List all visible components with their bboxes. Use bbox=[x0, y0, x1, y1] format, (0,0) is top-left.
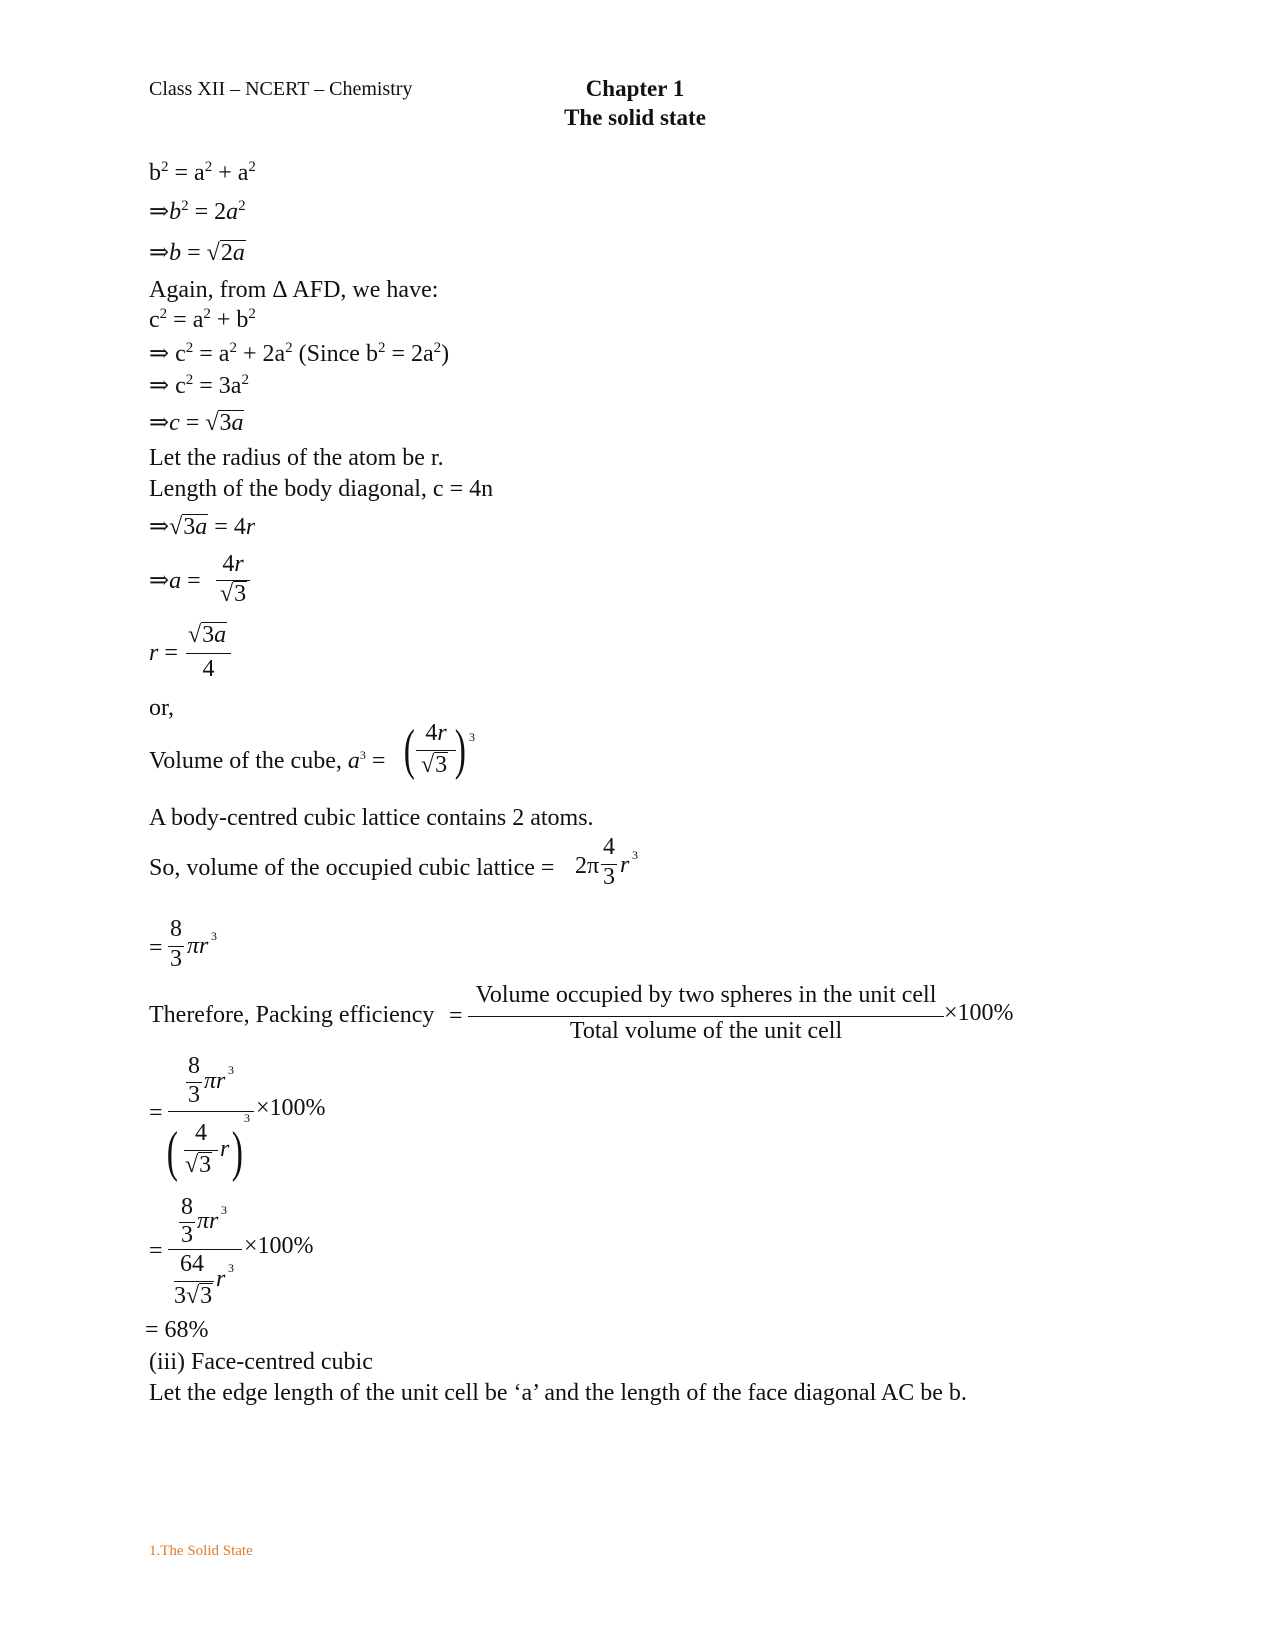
times-100-percent: ×100% bbox=[256, 1095, 326, 1121]
footer: 1.The Solid State bbox=[149, 1543, 253, 1559]
main-frac-line bbox=[168, 1249, 242, 1250]
volume-label: Volume of the cube, bbox=[149, 748, 342, 774]
frac-line bbox=[186, 653, 231, 654]
text-or: or, bbox=[149, 695, 175, 721]
eq-b-squared-2a: $\Rightarrow b^2 = 2a^2$ bbox=[149, 198, 246, 225]
frac-denominator-root3: √3 bbox=[185, 1152, 212, 1178]
text-packing-label: Therefore, Packing efficiency bbox=[149, 1002, 435, 1028]
frac-denominator-root3: √3 bbox=[421, 752, 448, 778]
text-body-diagonal: Length of the body diagonal, c = 4n bbox=[149, 476, 494, 502]
paren-left: ( bbox=[166, 1121, 178, 1183]
frac-line bbox=[184, 1150, 218, 1151]
text-fcc-description: Let the edge length of the unit cell be ‘a’ and the length of the face diagonal AC be b. bbox=[149, 1380, 967, 1406]
pe-numerator: Volume occupied by two spheres in the unit cell bbox=[475, 982, 937, 1008]
exponent-3: 3 bbox=[632, 848, 638, 862]
frac-denominator-3: 3 bbox=[188, 1082, 200, 1108]
main-frac-line bbox=[168, 1111, 254, 1112]
eq-r-equals: r = bbox=[149, 640, 178, 666]
frac-line bbox=[174, 1281, 214, 1282]
frac-numerator-4r: 4r bbox=[425, 720, 447, 746]
frac-line bbox=[416, 750, 456, 751]
frac-numerator-4: 4 bbox=[603, 834, 615, 860]
frac-denominator-3root3: 3√3 bbox=[174, 1283, 213, 1309]
var-r: r bbox=[620, 852, 630, 878]
eq-c-root3a: ⇒c = √3a bbox=[149, 410, 244, 436]
frac-denominator-3: 3 bbox=[170, 946, 182, 972]
frac-denominator-3: 3 bbox=[603, 864, 615, 890]
eq-b-root2a: ⇒b = √2a bbox=[149, 240, 245, 266]
text-again: Again, from Δ AFD, we have: bbox=[149, 277, 439, 303]
chapter-title: Chapter 1 bbox=[585, 76, 685, 101]
frac-denominator-3: 3 bbox=[181, 1222, 193, 1248]
text-bcc: A body-centred cubic lattice contains 2 atoms. bbox=[149, 805, 594, 831]
paren-left: ( bbox=[403, 719, 415, 781]
exponent-3: 3 bbox=[211, 929, 217, 943]
text-result: = 68% bbox=[145, 1317, 209, 1343]
exponent-3: 3 bbox=[221, 1203, 227, 1217]
eq-equals: = bbox=[149, 1238, 163, 1264]
exponent-3: 3 bbox=[244, 1111, 250, 1125]
pe-frac-line bbox=[468, 1016, 944, 1017]
frac-numerator-8: 8 bbox=[181, 1194, 193, 1220]
eq-c-squared-sub: ⇒ $c^2 = a^2 + 2a^2$ (Since $b^2 = 2a^2$) bbox=[149, 340, 450, 367]
frac-numerator-root3a: √3a bbox=[188, 622, 227, 648]
chapter-subtitle: The solid state bbox=[564, 105, 706, 130]
text-fcc-heading: (iii) Face-centred cubic bbox=[149, 1349, 373, 1375]
frac-numerator-8: 8 bbox=[170, 916, 182, 942]
pi-r: πr bbox=[187, 933, 209, 959]
chapter-heading bbox=[555, 74, 715, 132]
text-occupied-label: So, volume of the occupied cubic lattice = bbox=[149, 855, 555, 881]
frac-numerator-4: 4 bbox=[195, 1120, 207, 1146]
eq-2pi: 2π bbox=[575, 853, 600, 879]
frac-numerator-4r: 4r bbox=[222, 551, 244, 577]
eq-equals: = bbox=[149, 1100, 163, 1126]
pi-r: πr bbox=[204, 1068, 226, 1094]
eq-c-squared-3a: ⇒ $c^2 = 3a^2$ bbox=[149, 372, 249, 399]
pe-denominator: Total volume of the unit cell bbox=[569, 1018, 843, 1044]
header-left: Class XII – NCERT – Chemistry bbox=[149, 78, 413, 100]
eq-b-squared: $b^2 = a^2 + a^2$ bbox=[149, 159, 256, 186]
exponent-3: 3 bbox=[228, 1063, 234, 1077]
pi-r: πr bbox=[197, 1208, 219, 1234]
eq-equals: = bbox=[449, 1003, 463, 1029]
eq-root3a-4r: ⇒√3a = 4r bbox=[149, 514, 256, 540]
var-r: r bbox=[216, 1266, 226, 1292]
frac-denominator-root3: √3 bbox=[220, 581, 247, 607]
eq-equals: = bbox=[149, 935, 163, 961]
times-100-percent: ×100% bbox=[244, 1233, 314, 1259]
text-radius: Let the radius of the atom be r. bbox=[149, 445, 444, 471]
var-r: r bbox=[220, 1136, 230, 1162]
paren-right: ) bbox=[454, 719, 466, 781]
frac-denominator-4: 4 bbox=[202, 656, 215, 682]
frac-numerator-64: 64 bbox=[180, 1251, 204, 1277]
frac-numerator-8: 8 bbox=[188, 1053, 200, 1079]
eq-a-equals: ⇒a = bbox=[149, 568, 201, 594]
times-100-percent: ×100% bbox=[944, 1000, 1014, 1026]
exponent-3: 3 bbox=[469, 730, 475, 744]
paren-right: ) bbox=[231, 1121, 243, 1183]
text-volume-label: Volume of the cube, $a^3$ = bbox=[149, 748, 386, 774]
exponent-3: 3 bbox=[228, 1261, 234, 1275]
eq-c-squared: $c^2 = a^2 + b^2$ bbox=[149, 306, 256, 333]
